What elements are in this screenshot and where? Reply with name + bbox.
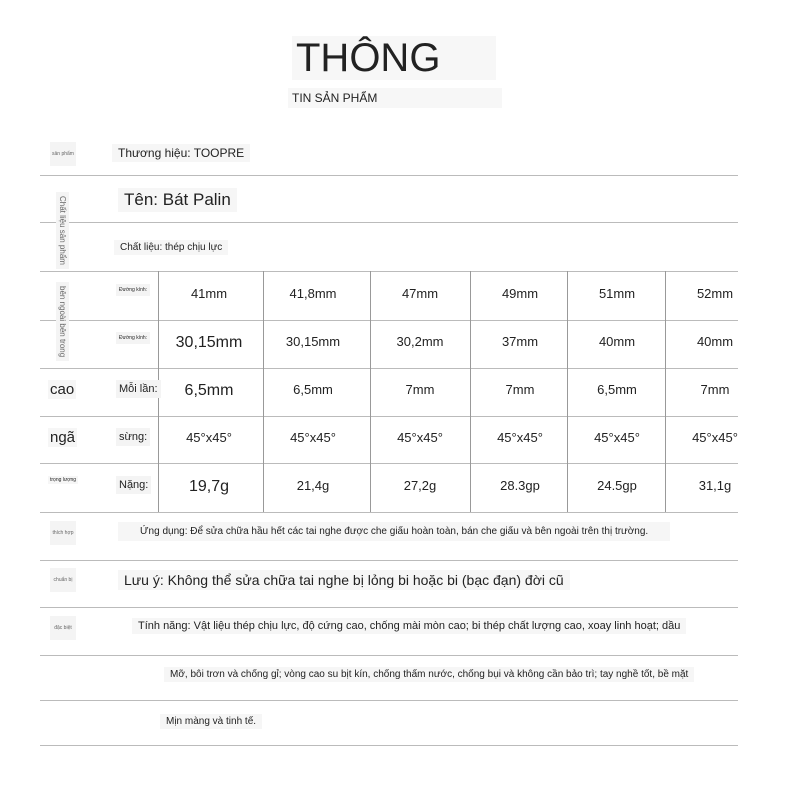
row-label: Đường kính: bbox=[116, 284, 150, 296]
spec-cell: 31,1g bbox=[698, 478, 732, 493]
spec-cell: 45°x45° bbox=[186, 430, 232, 445]
divider bbox=[40, 607, 738, 608]
spec-cell: 6,5mm bbox=[597, 382, 637, 397]
spec-cell: 40mm bbox=[598, 334, 636, 349]
brand-text: Thương hiệu: TOOPRE bbox=[112, 144, 250, 162]
features-line-1: Tính năng: Vật liệu thép chịu lực, độ cứng cao, chống mài mòn cao; bi thép chất lượng cao, xoay linh hoạt; dầu bbox=[132, 618, 686, 634]
spec-cell: 52mm bbox=[696, 286, 734, 301]
spec-cell: 45°x45° bbox=[497, 430, 543, 445]
spec-cell: 45°x45° bbox=[397, 430, 443, 445]
spec-cell: 45°x45° bbox=[290, 430, 336, 445]
spec-cell: 37mm bbox=[501, 334, 539, 349]
usage-text: Ứng dụng: Để sửa chữa hầu hết các tai nghe được che giấu hoàn toàn, bán che giấu và bên ngoài trên thị trường. bbox=[118, 522, 670, 541]
spec-cell: 6,5mm bbox=[184, 382, 234, 399]
row-label: Mỗi lần: bbox=[116, 380, 161, 398]
divider bbox=[40, 700, 738, 701]
spec-cell: 30,2mm bbox=[396, 334, 444, 349]
divider bbox=[40, 560, 738, 561]
row-side-label: trọng lượng bbox=[50, 477, 77, 483]
divider bbox=[40, 271, 738, 272]
row-label: sừng: bbox=[116, 428, 150, 446]
spec-cell: 7mm bbox=[405, 382, 435, 397]
spec-cell: 47mm bbox=[401, 286, 439, 301]
material-text: Chất liệu: thép chịu lực bbox=[114, 240, 228, 255]
spec-cell: 24.5gp bbox=[597, 478, 637, 493]
row-side-label: ngã bbox=[50, 429, 76, 446]
spec-cell: 7mm bbox=[505, 382, 535, 397]
group-label-product: Chất liệu sản phẩm bbox=[56, 192, 69, 269]
spec-cell: 40mm bbox=[696, 334, 734, 349]
spec-cell: 28.3gp bbox=[500, 478, 540, 493]
warning-text: Lưu ý: Không thể sửa chữa tai nghe bị lỏng bi hoặc bi (bạc đạn) đời cũ bbox=[118, 570, 570, 590]
spec-cell: 49mm bbox=[501, 286, 539, 301]
spec-cell: 41mm bbox=[190, 286, 228, 301]
row-label: Nặng: bbox=[116, 476, 151, 494]
features-line-2: Mỡ, bôi trơn và chống gỉ; vòng cao su bịt kín, chống thấm nước, chống bụi và không cần bảo trì; tay nghề tốt, bề mặt bbox=[164, 667, 694, 682]
divider bbox=[40, 463, 738, 464]
row-tag: sản phẩm bbox=[50, 142, 76, 166]
spec-cell: 7mm bbox=[700, 382, 730, 397]
page-title: THÔNG bbox=[292, 36, 496, 80]
spec-cell: 6,5mm bbox=[293, 382, 333, 397]
product-name: Tên: Bát Palin bbox=[118, 188, 237, 212]
spec-cell: 45°x45° bbox=[692, 430, 738, 445]
spec-cell: 27,2g bbox=[403, 478, 437, 493]
spec-cell: 41,8mm bbox=[289, 286, 337, 301]
divider bbox=[40, 175, 738, 176]
spec-cell: 21,4g bbox=[296, 478, 330, 493]
row-tag: đặc biệt bbox=[50, 616, 76, 640]
divider bbox=[40, 320, 738, 321]
spec-cell: 51mm bbox=[598, 286, 636, 301]
divider bbox=[40, 655, 738, 656]
row-tag: chuẩn bị bbox=[50, 568, 76, 592]
spec-cell: 30,15mm bbox=[175, 334, 243, 351]
spec-cell: 19,7g bbox=[188, 478, 230, 495]
divider bbox=[40, 745, 738, 746]
row-label: Đường kính: bbox=[116, 332, 150, 344]
divider bbox=[40, 512, 738, 513]
spec-cell: 45°x45° bbox=[594, 430, 640, 445]
divider bbox=[40, 222, 738, 223]
spec-cell: 30,15mm bbox=[285, 334, 341, 349]
group-label-diameter: bên ngoài bên trong bbox=[56, 282, 69, 361]
divider bbox=[40, 416, 738, 417]
divider bbox=[40, 368, 738, 369]
row-side-label: cao bbox=[50, 381, 75, 398]
row-tag: thích hợp bbox=[50, 521, 76, 545]
features-line-3: Mịn màng và tinh tế. bbox=[160, 714, 262, 729]
page-subtitle: TIN SẢN PHẨM bbox=[288, 88, 502, 108]
